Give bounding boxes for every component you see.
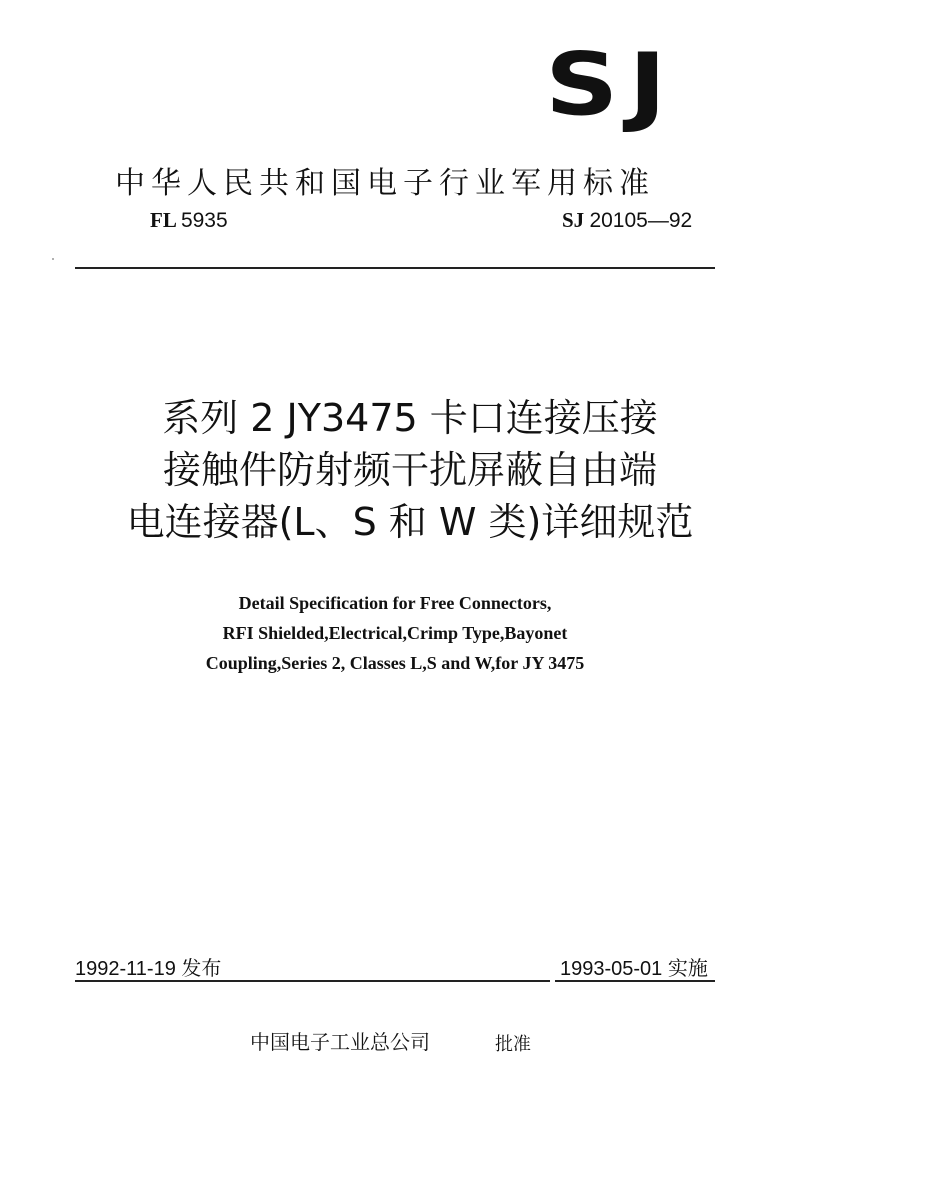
english-title-line: RFI Shielded,Electrical,Crimp Type,Bayonet bbox=[222, 623, 568, 643]
footer-divider-right bbox=[555, 980, 715, 982]
header-divider bbox=[75, 267, 715, 269]
issue-date: 1992-11-19 发布 bbox=[75, 958, 222, 980]
approval-label: 批准 bbox=[495, 1034, 531, 1055]
chinese-title-line: 电连接器(L、S 和 W 类)详细规范 bbox=[126, 500, 694, 544]
fl-number: 5935 bbox=[180, 209, 228, 232]
sj-logo: SJ bbox=[545, 34, 677, 136]
chinese-title-line: 接触件防射频干扰屏蔽自由端 bbox=[162, 448, 657, 492]
fl-classification-code bbox=[150, 208, 228, 233]
english-title-line: Coupling,Series 2, Classes L,S and W,for JY 3475 bbox=[205, 653, 585, 673]
standard-prefix: SJ bbox=[562, 208, 585, 232]
standard-category: 中华人民共和国电子行业军用标准 bbox=[115, 166, 655, 201]
footer-divider-left bbox=[75, 980, 550, 982]
standard-number bbox=[562, 208, 692, 233]
fl-label: FL bbox=[150, 208, 176, 232]
english-title-line: Detail Specification for Free Connectors, bbox=[238, 593, 552, 613]
implementation-date: 1993-05-01 实施 bbox=[560, 958, 708, 980]
chinese-title bbox=[0, 392, 820, 548]
standard-number-value: 20105—92 bbox=[589, 209, 693, 232]
approving-organization: 中国电子工业总公司 bbox=[250, 1030, 430, 1054]
scan-speck bbox=[52, 258, 54, 260]
english-title bbox=[0, 588, 790, 678]
chinese-title-line: 系列 2 JY3475 卡口连接压接 bbox=[162, 396, 658, 440]
